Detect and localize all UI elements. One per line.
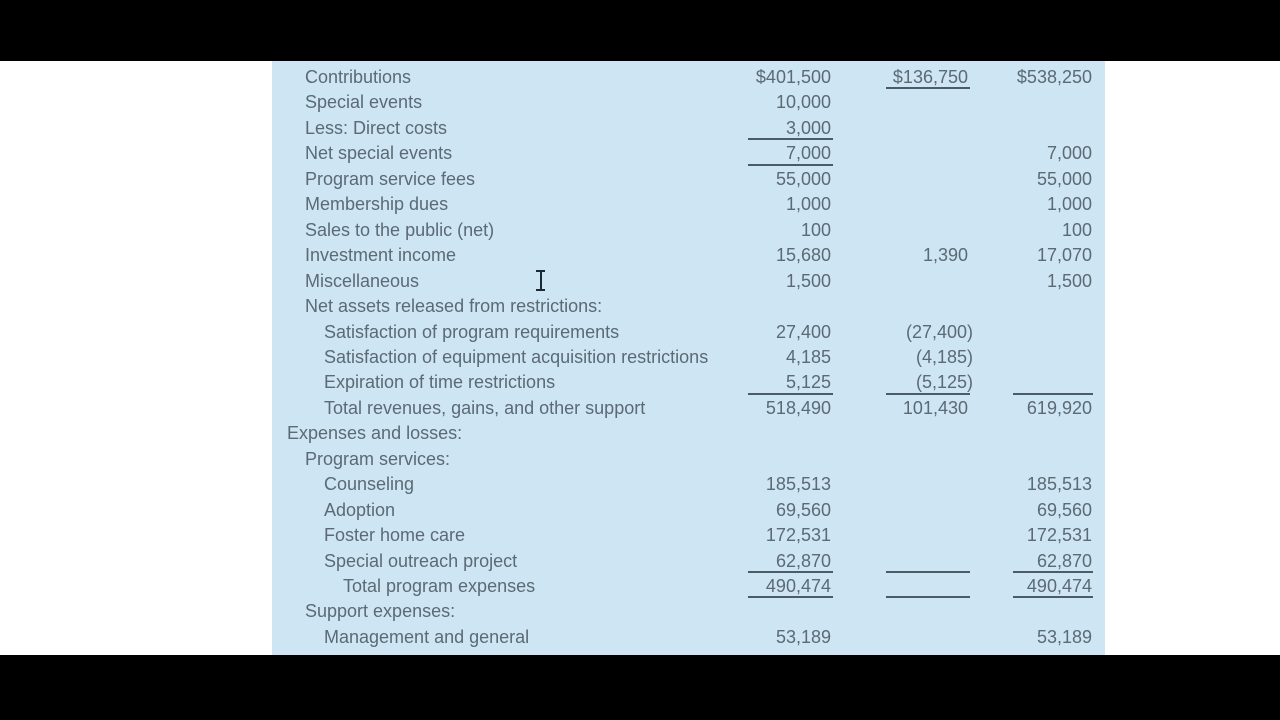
row-label: Contributions xyxy=(305,67,412,87)
row-label: Less: Direct costs xyxy=(305,117,448,138)
table-row xyxy=(272,498,1105,523)
col1-value: 69,560 xyxy=(775,499,831,520)
row-label: Satisfaction of equipment acquisition restrictions xyxy=(324,346,709,367)
col2-value: (27,400) xyxy=(905,321,973,342)
col3-value: 62,870 xyxy=(1036,550,1092,571)
col1-value: 27,400 xyxy=(775,321,831,342)
col1-value: 490,474 xyxy=(765,576,831,596)
row-label: Total revenues, gains, and other support xyxy=(324,397,646,418)
row-label: Satisfaction of program requirements xyxy=(324,321,620,342)
row-label: Net assets released from restrictions: xyxy=(305,296,603,317)
top-letterbox-bar xyxy=(0,0,1280,61)
col1-value: 7,000 xyxy=(785,143,831,164)
col1-value: 53,189 xyxy=(775,626,831,647)
row-label: Expiration of time restrictions xyxy=(324,372,556,393)
sum-rule-line xyxy=(886,571,970,573)
table-row xyxy=(272,192,1105,217)
sum-rule-line xyxy=(748,138,833,140)
row-label: Expenses and losses: xyxy=(287,423,463,444)
col1-value: 55,000 xyxy=(775,168,831,189)
table-row xyxy=(272,549,1105,574)
row-label: Total program expenses xyxy=(343,576,536,596)
table-row xyxy=(272,599,1105,624)
table-row xyxy=(272,294,1105,319)
col3-value: 7,000 xyxy=(1046,143,1092,164)
col3-value: 55,000 xyxy=(1036,168,1092,189)
sum-rule-line xyxy=(748,571,833,573)
row-label: Miscellaneous xyxy=(305,270,420,291)
col3-value: 100 xyxy=(1061,219,1092,240)
col2-value: (4,185) xyxy=(915,346,973,367)
col1-value: 518,490 xyxy=(765,397,831,418)
col1-value: 1,500 xyxy=(785,270,831,291)
col3-value: 172,531 xyxy=(1026,525,1092,546)
col1-value: 1,000 xyxy=(785,194,831,215)
row-label: Membership dues xyxy=(305,194,449,215)
table-row xyxy=(272,218,1105,243)
text-ibeam-cursor-icon xyxy=(535,270,546,291)
table-row xyxy=(272,345,1105,370)
col2-value: 1,390 xyxy=(922,245,968,266)
table-row xyxy=(272,574,1105,599)
row-label: Special events xyxy=(305,92,423,113)
col1-value: 185,513 xyxy=(765,474,831,495)
table-row xyxy=(272,65,1105,90)
col3-value: 53,189 xyxy=(1036,626,1092,647)
table-row xyxy=(272,269,1105,294)
table-row xyxy=(272,167,1105,192)
sum-rule-line xyxy=(1013,571,1093,573)
sum-rule-line xyxy=(886,596,970,598)
table-row xyxy=(272,370,1105,395)
col1-value: 5,125 xyxy=(785,372,831,393)
col3-value: $538,250 xyxy=(1016,67,1092,87)
col1-value: 172,531 xyxy=(765,525,831,546)
col3-value: 69,560 xyxy=(1036,499,1092,520)
table-row xyxy=(272,625,1105,650)
row-label: Management and general xyxy=(324,626,530,647)
row-label: Support expenses: xyxy=(305,601,456,622)
table-row xyxy=(272,116,1105,141)
table-row xyxy=(272,396,1105,421)
col3-value: 185,513 xyxy=(1026,474,1092,495)
col1-value: 3,000 xyxy=(785,117,831,138)
row-label: Investment income xyxy=(305,245,457,266)
col1-value: 100 xyxy=(800,219,831,240)
col1-value: 62,870 xyxy=(775,550,831,571)
col3-value: 17,070 xyxy=(1036,245,1092,266)
row-label: Foster home care xyxy=(324,525,466,546)
col2-value: $136,750 xyxy=(892,67,968,87)
row-label: Special outreach project xyxy=(324,550,518,571)
col1-value: 15,680 xyxy=(775,245,831,266)
sum-rule-line xyxy=(748,164,833,166)
sum-rule-line xyxy=(748,596,833,598)
row-label: Program service fees xyxy=(305,168,476,189)
col1-value: 4,185 xyxy=(785,346,831,367)
table-row xyxy=(272,472,1105,497)
table-row xyxy=(272,141,1105,166)
sum-rule-line xyxy=(886,393,970,395)
row-label: Sales to the public (net) xyxy=(305,219,495,240)
col2-value: 101,430 xyxy=(902,397,968,418)
col3-value: 1,000 xyxy=(1046,194,1092,215)
col3-value: 619,920 xyxy=(1026,397,1092,418)
bottom-letterbox-bar xyxy=(0,655,1280,720)
sum-rule-line xyxy=(1013,596,1093,598)
row-label: Net special events xyxy=(305,143,453,164)
col3-value: 1,500 xyxy=(1046,270,1092,291)
sum-rule-line xyxy=(748,393,833,395)
col3-value: 490,474 xyxy=(1026,576,1092,596)
row-label: Counseling xyxy=(324,474,415,495)
row-label: Adoption xyxy=(324,499,396,520)
row-label: Program services: xyxy=(305,448,451,469)
sum-rule-line xyxy=(886,87,970,89)
table-row xyxy=(272,421,1105,446)
col1-value: $401,500 xyxy=(755,67,831,87)
sum-rule-line xyxy=(1013,393,1093,395)
table-row xyxy=(272,90,1105,115)
table-row xyxy=(272,447,1105,472)
table-row xyxy=(272,243,1105,268)
table-row xyxy=(272,523,1105,548)
col1-value: 10,000 xyxy=(775,92,831,113)
table-row xyxy=(272,320,1105,345)
col2-value: (5,125) xyxy=(915,372,973,393)
statement-panel xyxy=(272,61,1105,655)
